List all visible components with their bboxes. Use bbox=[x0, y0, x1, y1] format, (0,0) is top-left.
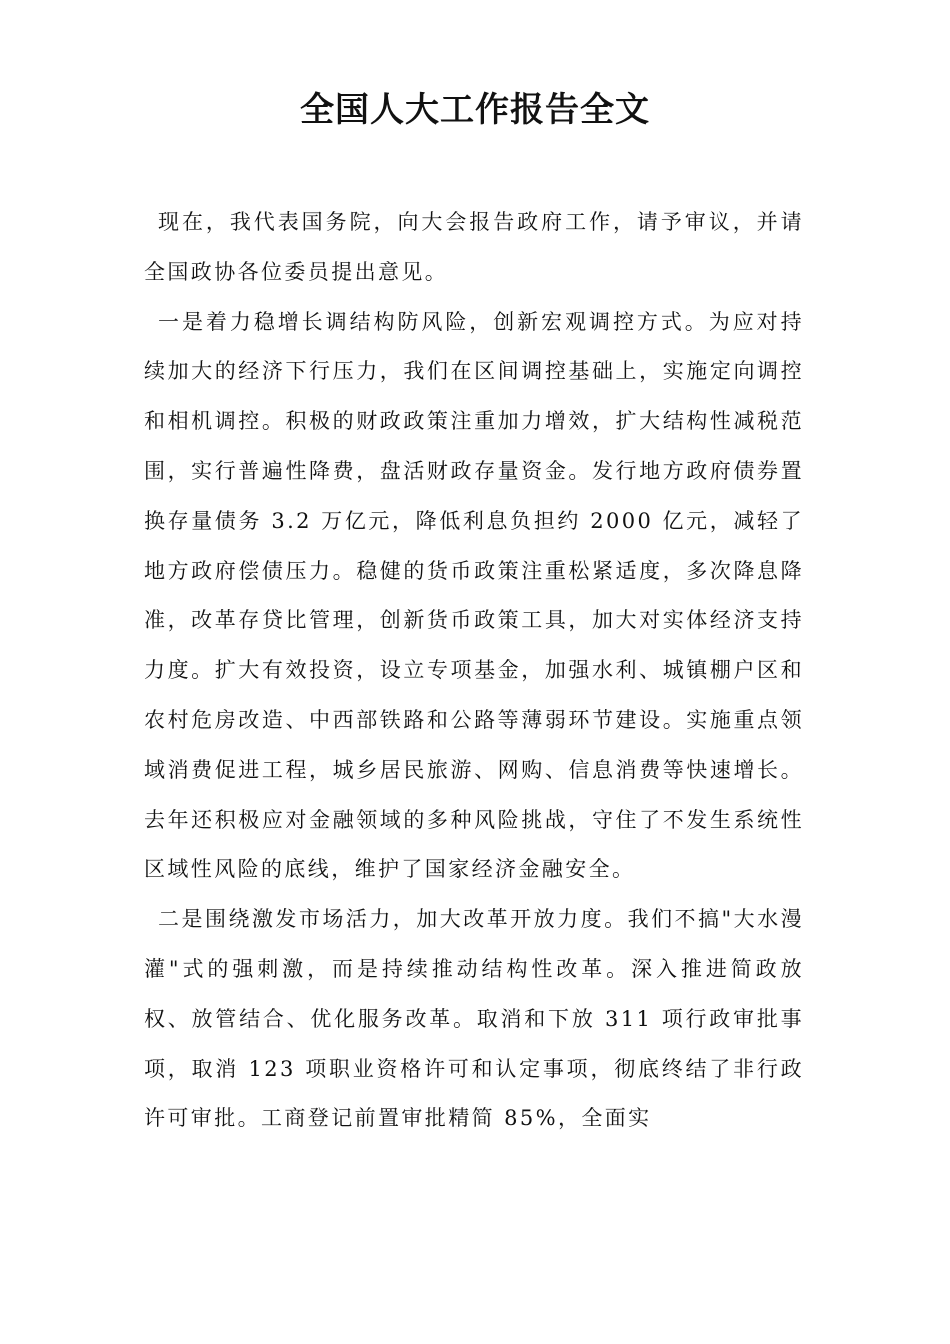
paragraph-point-two: 二是围绕激发市场活力，加大改革开放力度。我们不搞"大水漫灌"式的强刺激，而是持续推动结构性改革。深入推进简政放权、放管结合、优化服务改革。取消和下放 311 项行政审批事项，取消 123 项职业资格许可和认定事项，彻底终结了非行政许可审批。工商登记前置审批精简 85%，全面实 bbox=[144, 907, 804, 1131]
paragraph-intro: 现在，我代表国务院，向大会报告政府工作，请予审议，并请全国政协各位委员提出意见。 bbox=[144, 210, 804, 284]
document-body bbox=[144, 198, 804, 1144]
paragraph-point-one: 一是着力稳增长调结构防风险，创新宏观调控方式。为应对持续加大的经济下行压力，我们在区间调控基础上，实施定向调控和相机调控。积极的财政政策注重加力增效，扩大结构性减税范围，实行普遍性降费，盘活财政存量资金。发行地方政府债券置换存量债务 3.2 万亿元，降低利息负担约 2000 亿元，减轻了地方政府偿债压力。稳健的货币政策注重松紧适度，多次降息降准，改革存贷比管理，创新货币政策工具，加大对实体经济支持力度。扩大有效投资，设立专项基金，加强水利、城镇棚户区和农村危房改造、中西部铁路和公路等薄弱环节建设。实施重点领域消费促进工程，城乡居民旅游、网购、信息消费等快速增长。去年还积极应对金融领域的多种风险挑战，守住了不发生系统性区域性风险的底线，维护了国家经济金融安全。 bbox=[144, 309, 804, 882]
document-title: 全国人大工作报告全文 bbox=[300, 90, 650, 130]
